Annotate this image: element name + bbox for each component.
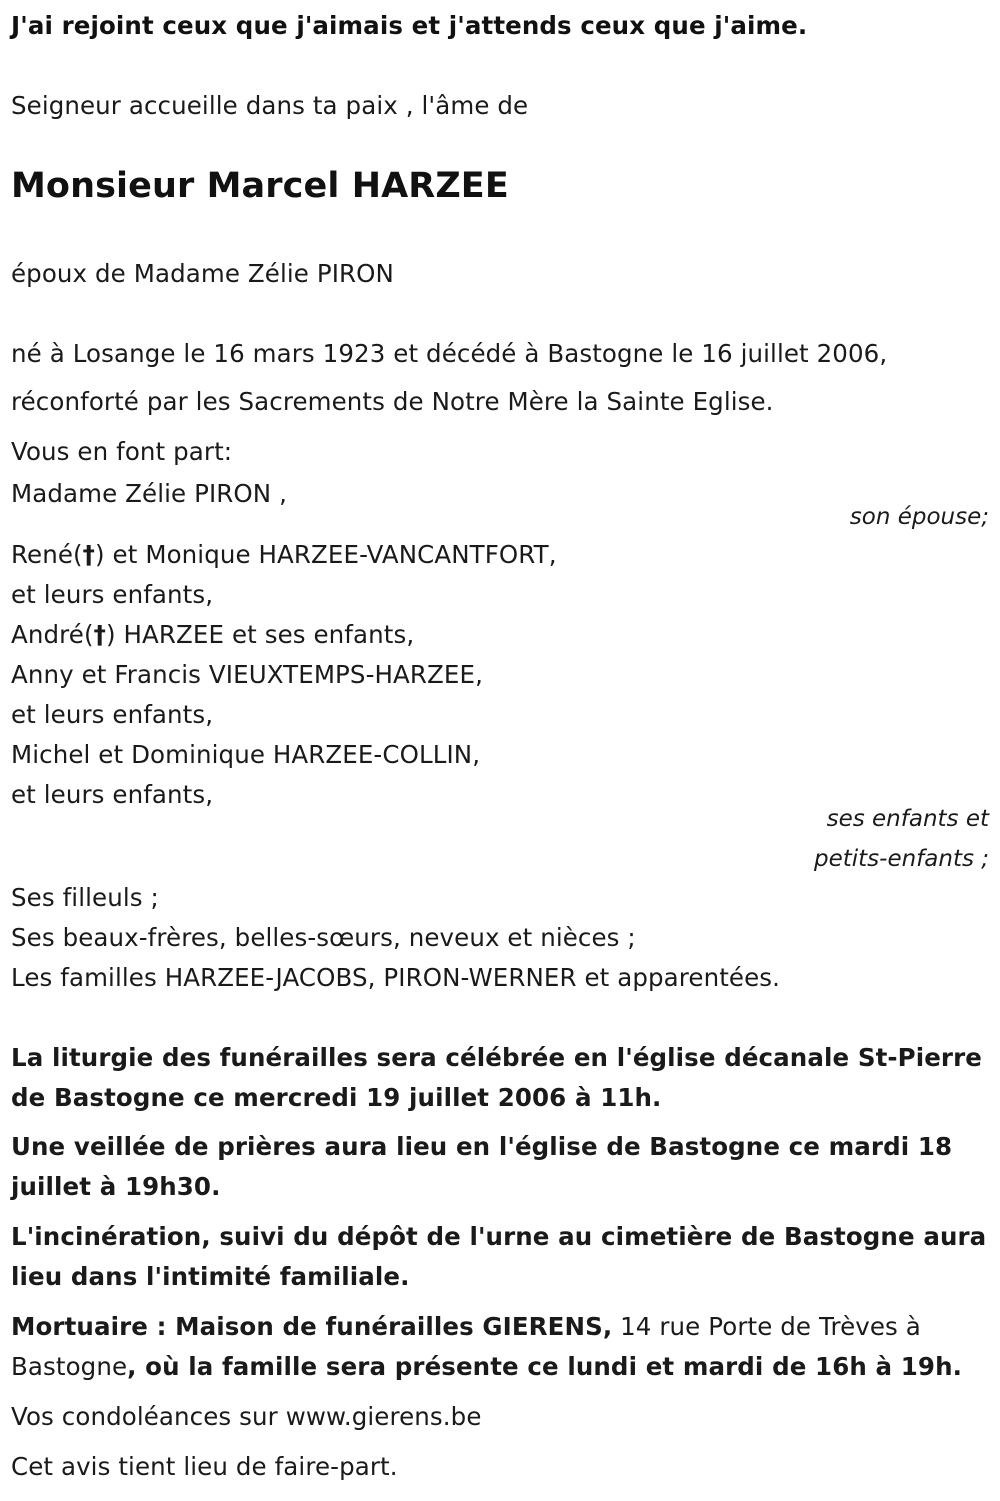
condolences-line: Vos condoléances sur www.gierens.be — [11, 1402, 482, 1431]
child-line-3-suffix: ) HARZEE et ses enfants, — [105, 620, 415, 649]
quote: J'ai rejoint ceux que j'aimais et j'attends ceux que j'aime. — [11, 11, 808, 40]
mortuary-label: Mortuaire : Maison de funérailles GIERENS, — [11, 1312, 613, 1341]
children-role-line-2: petits-enfants ; — [813, 846, 989, 872]
intro-text: Seigneur accueille dans ta paix , l'âme de — [11, 91, 529, 120]
spouse-role: son épouse; — [849, 504, 989, 530]
child-line-1-suffix: ) et Monique HARZEE-VANCANTFORT, — [95, 540, 557, 569]
announcer-spouse: Madame Zélie PIRON , — [11, 479, 287, 508]
mortuary-line-1 — [11, 1312, 921, 1342]
others-line-3: Les familles HARZEE-JACOBS, PIRON-WERNER et apparentées. — [11, 963, 781, 992]
liturgy-line-1: La liturgie des funérailles sera célébrée en l'église décanale St-Pierre — [11, 1043, 983, 1072]
cremation-line-2: lieu dans l'intimité familiale. — [11, 1262, 410, 1291]
child-line-6: Michel et Dominique HARZEE-COLLIN, — [11, 740, 481, 769]
child-line-3 — [11, 620, 414, 650]
mortuary-line-2 — [11, 1352, 962, 1382]
child-line-2: et leurs enfants, — [11, 580, 214, 609]
child-line-5: et leurs enfants, — [11, 700, 214, 729]
others-line-1: Ses filleuls ; — [11, 883, 159, 912]
child-line-4: Anny et Francis VIEUXTEMPS-HARZEE, — [11, 660, 483, 689]
vigil-line-2: juillet à 19h30. — [11, 1172, 221, 1201]
spouse-line: époux de Madame Zélie PIRON — [11, 259, 394, 288]
child-line-3-prefix: André( — [11, 620, 94, 649]
child-line-1-prefix: René( — [11, 540, 83, 569]
vigil-line-1: Une veillée de prières aura lieu en l'église de Bastogne ce mardi 18 — [11, 1132, 953, 1161]
family-presence: , où la famille sera présente ce lundi et mardi de 16h à 19h. — [127, 1352, 963, 1381]
cremation-line-1: L'incinération, suivi du dépôt de l'urne au cimetière de Bastogne aura — [11, 1222, 987, 1251]
announcers-heading: Vous en font part: — [11, 437, 233, 466]
child-line-1 — [11, 540, 557, 570]
cross-icon: † — [82, 540, 96, 569]
others-line-2: Ses beaux-frères, belles-sœurs, neveux et nièces ; — [11, 923, 636, 952]
children-role-line-1: ses enfants et — [826, 806, 989, 832]
deceased-name: Monsieur Marcel HARZEE — [11, 166, 509, 206]
sacraments-line: réconforté par les Sacrements de Notre Mère la Sainte Eglise. — [11, 387, 774, 416]
cross-icon: † — [93, 620, 106, 649]
mortuary-address: 14 rue Porte de Trèves à — [612, 1312, 921, 1341]
mortuary-city: Bastogne — [11, 1352, 128, 1381]
liturgy-line-2: de Bastogne ce mercredi 19 juillet 2006 à 11h. — [11, 1083, 662, 1112]
notice-line: Cet avis tient lieu de faire-part. — [11, 1452, 398, 1481]
child-line-7: et leurs enfants, — [11, 780, 214, 809]
birth-death-line: né à Losange le 16 mars 1923 et décédé à Bastogne le 16 juillet 2006, — [11, 339, 888, 368]
